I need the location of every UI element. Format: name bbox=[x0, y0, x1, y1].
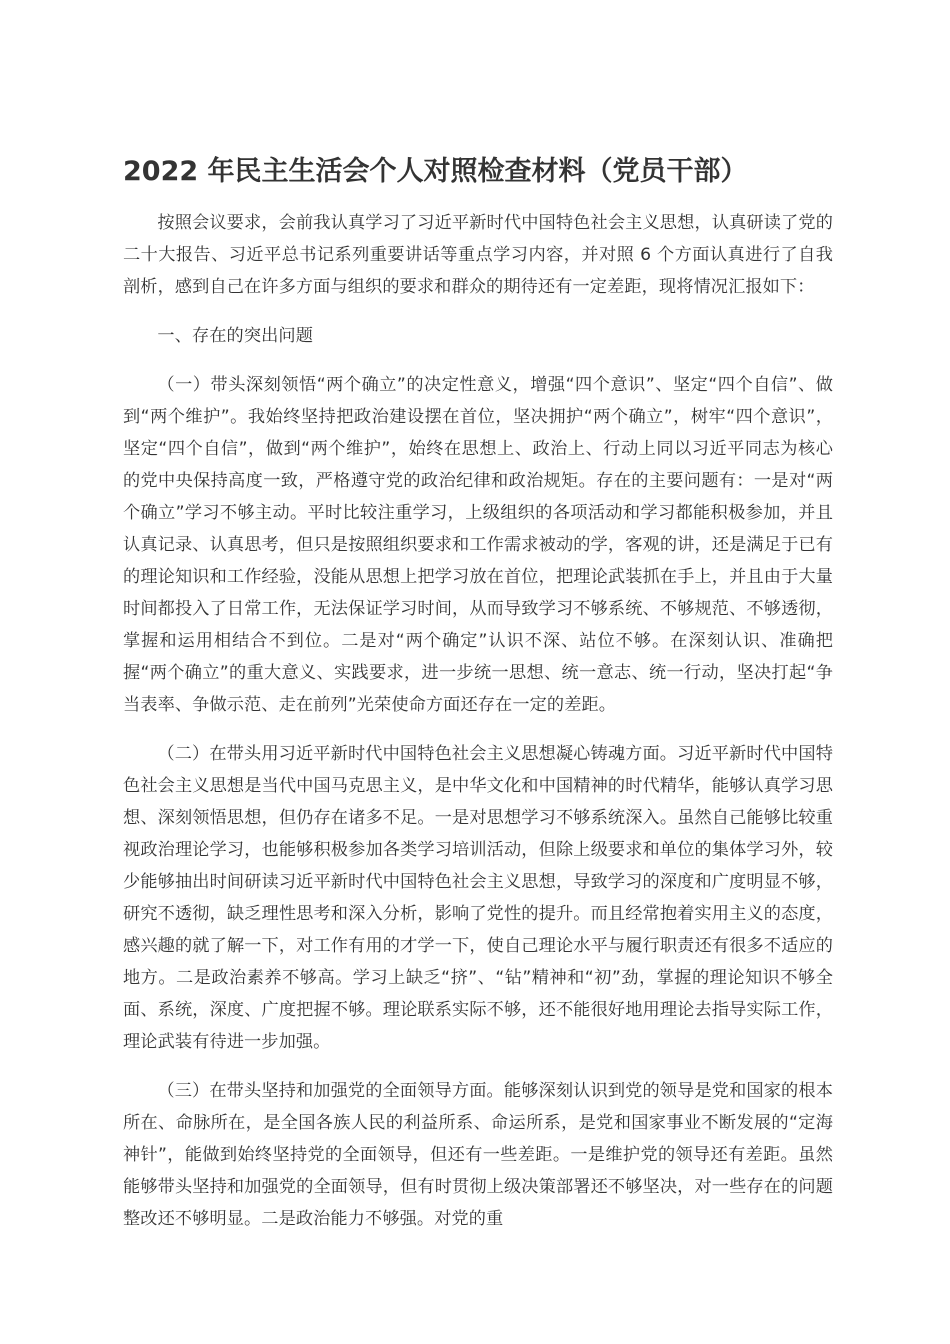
document-title: 2022 年民主生活会个人对照检查材料（党员干部） bbox=[123, 156, 748, 187]
section-heading: 一、存在的突出问题 bbox=[157, 326, 313, 346]
problem-paragraph-2: （二）在带头用习近平新时代中国特色社会主义思想凝心铸魂方面。习近平新时代中国特色社会主义思想是当代中国马克思主义，是中华文化和中国精神的时代精华，能够认真学习思想、深刻领悟思想，但仍存在诸多不足。一是对思想学习不够系统深入。虽然自己能够比较重视政治理论学习，也能够积极参加各类学习培训活动，但除上级要求和单位的集体学习外，较少能够抽出时间研读习近平新时代中国特色社会主义思想，导致学习的深度和广度明显不够，研究不透彻，缺乏理性思考和深入分析，影响了党性的提升。而且经常抱着实用主义的态度，感兴趣的就了解一下，对工作有用的才学一下，使自己理论水平与履行职责还有很多不适应的地方。二是政治素养不够高。学习上缺乏“挤”、“钻”精神和“初”劲，掌握的理论知识不够全面、系统，深度、广度把握不够。理论联系实际不够，还不能很好地用理论去指导实际工作，理论武装有待进一步加强。 bbox=[123, 744, 833, 1052]
problem-paragraph-3: （三）在带头坚持和加强党的全面领导方面。能够深刻认识到党的领导是党和国家的根本所在、命脉所在，是全国各族人民的利益所系、命运所系，是党和国家事业不断发展的“定海神针”，能做到始终坚持党的全面领导，但还有一些差距。一是维护党的领导还有差距。虽然能够带头坚持和加强党的全面领导，但有时贯彻上级决策部署还不够坚决，对一些存在的问题整改还不够明显。二是政治能力不够强。对党的重 bbox=[123, 1081, 833, 1229]
intro-paragraph: 按照会议要求，会前我认真学习了习近平新时代中国特色社会主义思想，认真研读了党的二十大报告、习近平总书记系列重要讲话等重点学习内容，并对照 6 个方面认真进行了自我剖析，感到自己在许多方面与组织的要求和群众的期待还有一定差距，现将情况汇报如下： bbox=[123, 213, 833, 297]
document-body bbox=[123, 207, 833, 1252]
problem-paragraph-1: （一）带头深刻领悟“两个确立”的决定性意义，增强“四个意识”、坚定“四个自信”、做到“两个维护”。我始终坚持把政治建设摆在首位，坚决拥护“两个确立”，树牢“四个意识”，坚定“四个自信”，做到“两个维护”，始终在思想上、政治上、行动上同以习近平同志为核心的党中央保持高度一致，严格遵守党的政治纪律和政治规矩。存在的主要问题有：一是对“两个确立”学习不够主动。平时比较注重学习，上级组织的各项活动和学习都能积极参加，并且认真记录、认真思考，但只是按照组织要求和工作需求被动的学，客观的讲，还是满足于已有的理论知识和工作经验，没能从思想上把学习放在首位，把理论武装抓在手上，并且由于大量时间都投入了日常工作，无法保证学习时间，从而导致学习不够系统、不够规范、不够透彻，掌握和运用相结合不到位。二是对“两个确定”认识不深、站位不够。在深刻认识、准确把握“两个确立”的重大意义、实践要求，进一步统一思想、统一意志、统一行动，坚决打起“争当表率、争做示范、走在前列”光荣使命方面还存在一定的差距。 bbox=[123, 375, 833, 715]
